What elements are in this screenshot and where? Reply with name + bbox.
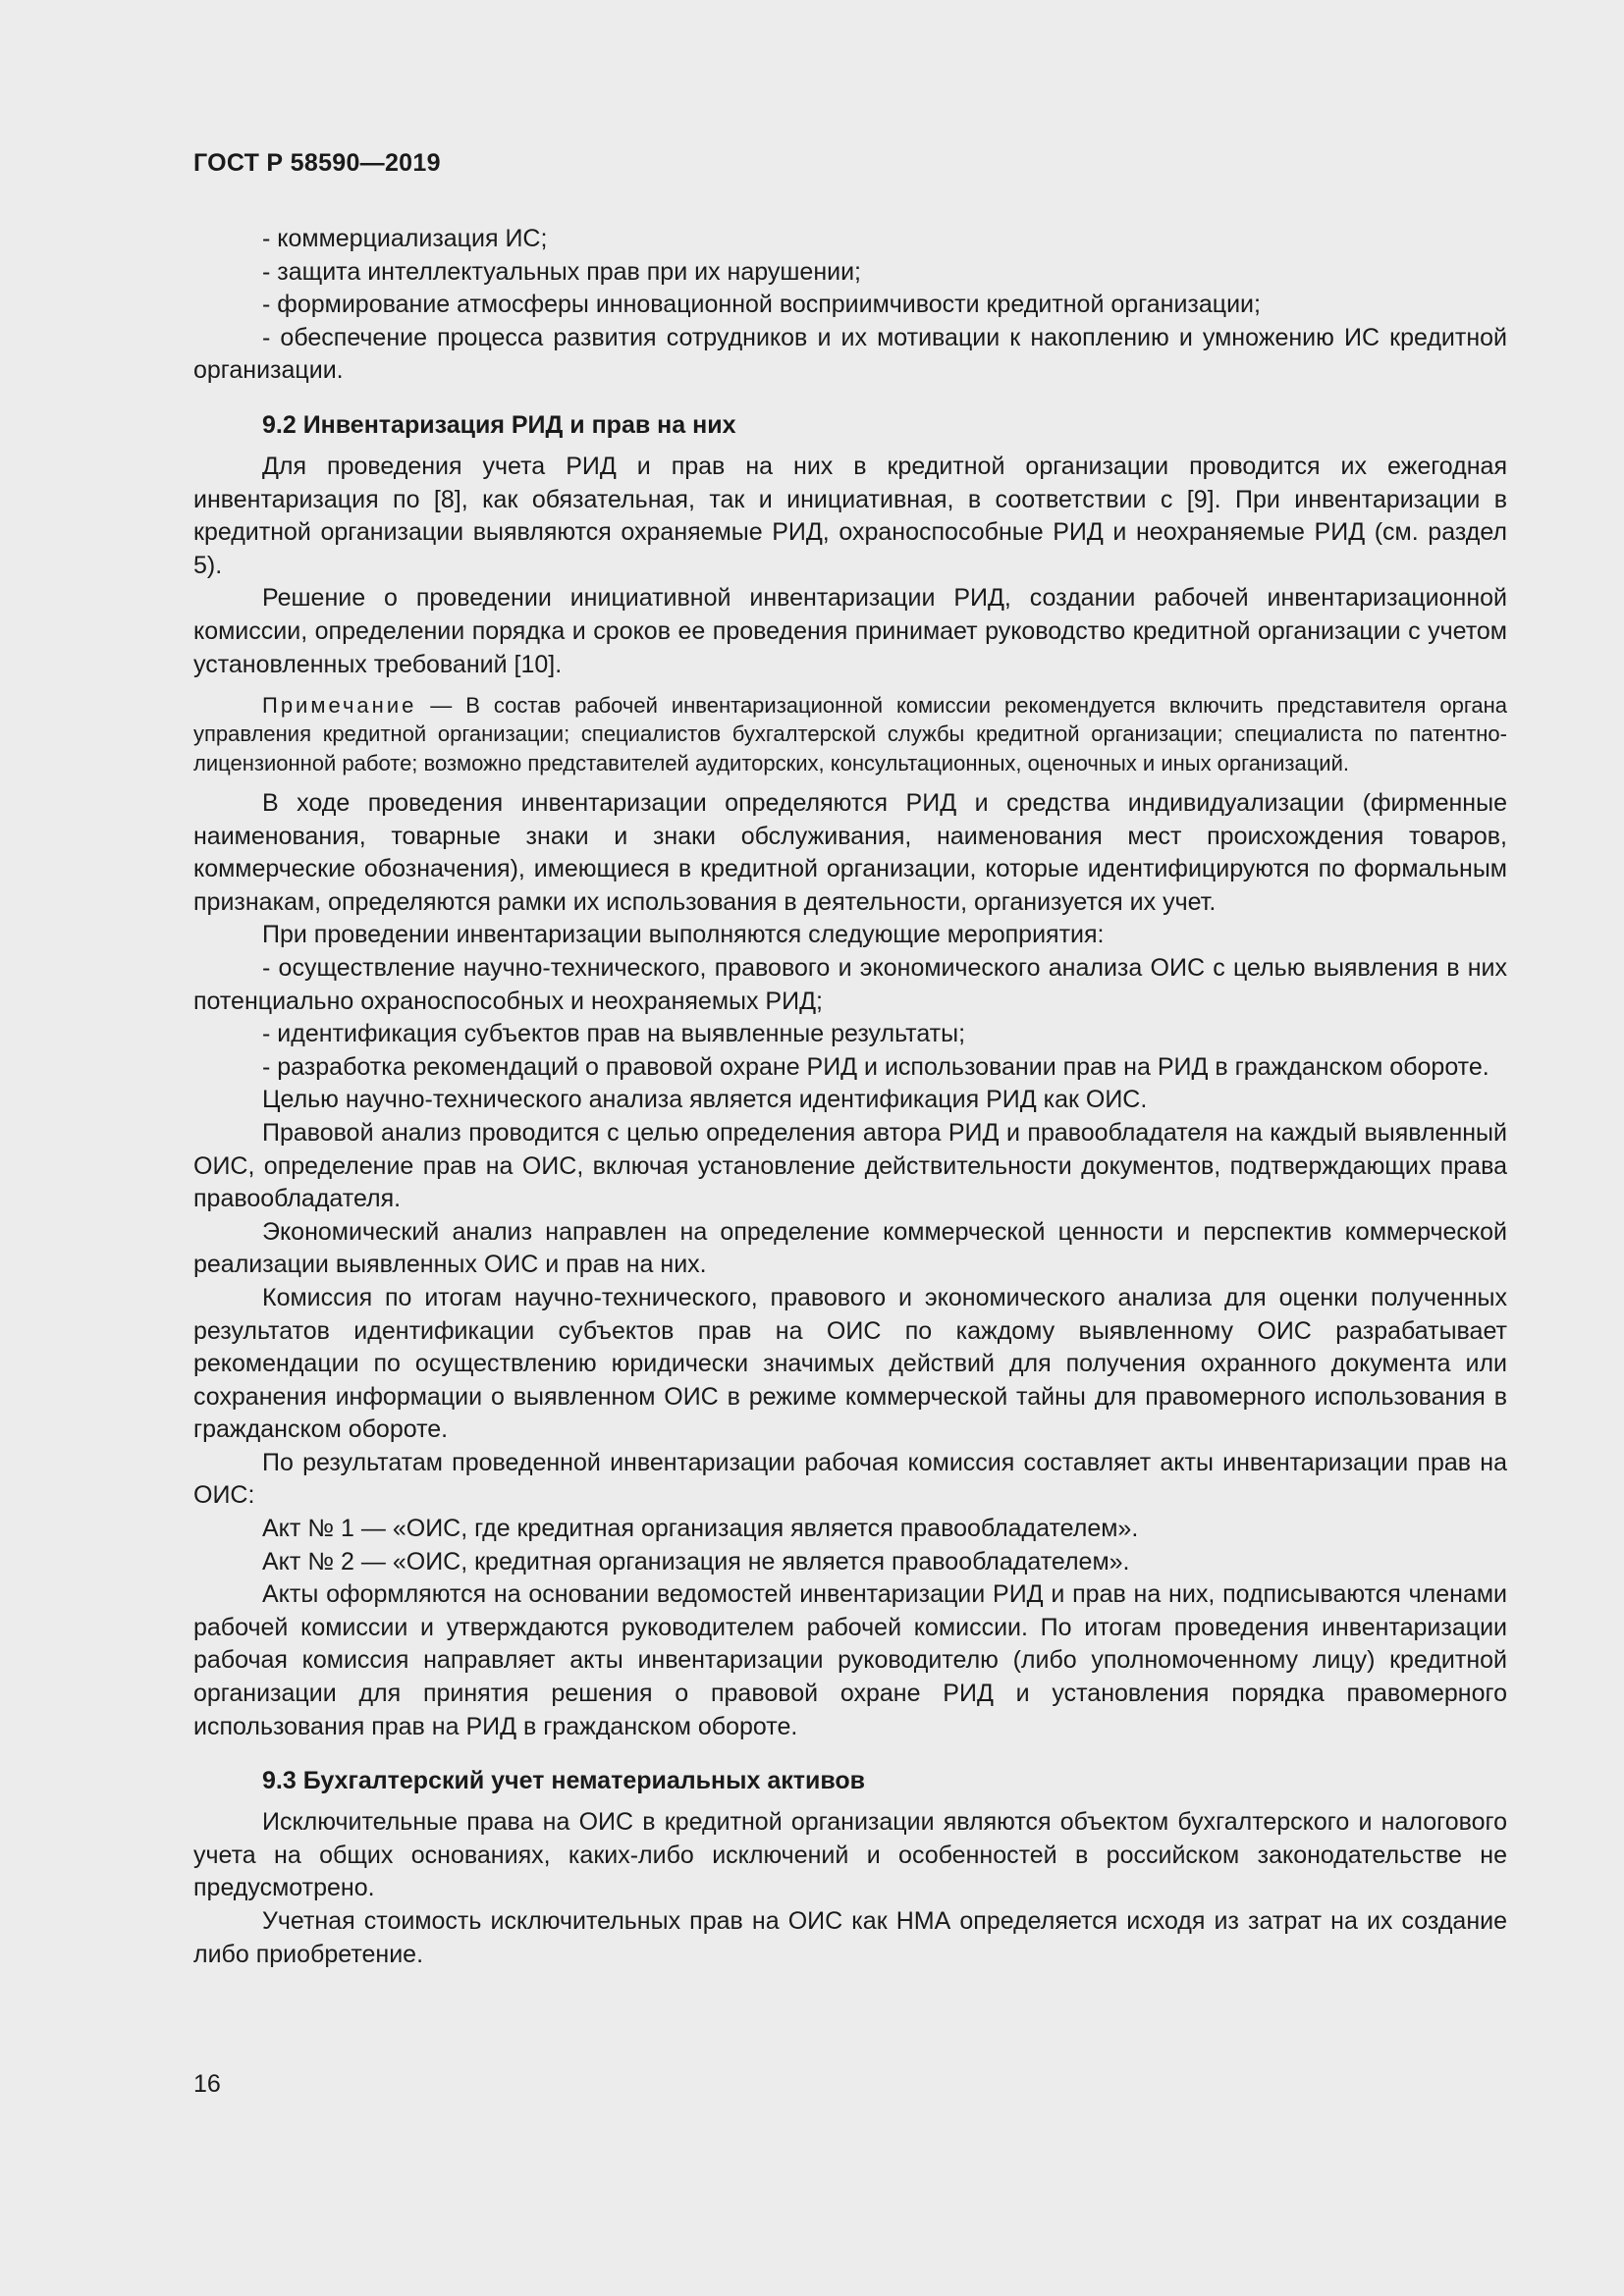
- paragraph: - обеспечение процесса развития сотрудников и их мотивации к накоплению и умножению ИС кредитной организации.: [193, 323, 1507, 385]
- paragraph: - коммерциализация ИС;: [262, 225, 548, 252]
- paragraph: Решение о проведении инициативной инвентаризации РИД, создании рабочей инвентаризационной комиссии, определении порядка и сроков ее проведения принимает руководство кредитной организации с учетом установленных требований [10].: [193, 584, 1507, 678]
- paragraph: Комиссия по итогам научно-технического, правового и экономического анализа для оценки полученных результатов идентификации субъектов прав на ОИС по каждому выявленному ОИС разрабатывает рекомендации по осуществлению юридически значимых действий для получения охранного документа или сохранения информации о выявленном ОИС в режиме коммерческой тайны для правомерного использования в гражданском обороте.: [193, 1283, 1507, 1444]
- note-text: — В состав рабочей инвентаризационной комиссии рекомендуется включить представителя органа управления кредитной организации; специалистов бухгалтерской службы кредитной организации; специалиста по патентно-лицензионной работе; возможно представителей аудиторских, консультационных, оценочных и иных организаций.: [193, 693, 1507, 775]
- paragraph: Для проведения учета РИД и прав на них в кредитной организации проводится их ежегодная инвентаризация по [8], как обязательная, так и инициативная, в соответствии с [9]. При инвентаризации в кредитной организации выявляются охраняемые РИД, охраноспособные РИД и неохраняемые РИД (см. раздел 5).: [193, 452, 1507, 579]
- paragraph: Экономический анализ направлен на определение коммерческой ценности и перспектив коммерческой реализации выявленных ОИС и прав на них.: [193, 1217, 1507, 1279]
- paragraph: - идентификация субъектов прав на выявленные результаты;: [262, 1020, 966, 1048]
- section-heading: 9.2 Инвентаризация РИД и прав на них: [262, 410, 736, 439]
- document-header: ГОСТ Р 58590—2019: [193, 149, 441, 177]
- document-body: [193, 223, 1507, 1971]
- paragraph: Исключительные права на ОИС в кредитной организации являются объектом бухгалтерского и налогового учета на общих основаниях, каких-либо исключений и особенностей в российском законодательстве не предусмотрено.: [193, 1808, 1507, 1902]
- paragraph: В ходе проведения инвентаризации определяются РИД и средства индивидуализации (фирменные наименования, товарные знаки и знаки обслуживания, наименования мест происхождения товаров, коммерческие обозначения), имеющиеся в кредитной организации, которые идентифицируются по формальным признакам, определяются рамки их использования в деятельности, организуется их учет.: [193, 789, 1507, 916]
- paragraph: - осуществление научно-технического, правового и экономического анализа ОИС с целью выявления в них потенциально охраноспособных и неохраняемых РИД;: [193, 953, 1507, 1015]
- paragraph: Акты оформляются на основании ведомостей инвентаризации РИД и прав на них, подписываются членами рабочей комиссии и утверждаются руководителем рабочей комиссии. По итогам проведения инвентаризации рабочая комиссия направляет акты инвентаризации руководителю (либо уполномоченному лицу) кредитной организации для принятия решения о правовой охране РИД и установления порядка правомерного использования прав на РИД в гражданском обороте.: [193, 1580, 1507, 1740]
- paragraph: Акт № 1 — «ОИС, где кредитная организация является правообладателем».: [262, 1515, 1139, 1543]
- page-number: 16: [193, 2070, 221, 2098]
- paragraph: При проведении инвентаризации выполняются следующие мероприятия:: [262, 921, 1105, 949]
- note-paragraph: [193, 691, 1507, 777]
- paragraph: - формирование атмосферы инновационной восприимчивости кредитной организации;: [262, 291, 1261, 319]
- paragraph: По результатам проведенной инвентаризации рабочая комиссия составляет акты инвентаризации прав на ОИС:: [193, 1448, 1507, 1510]
- section-heading: 9.3 Бухгалтерский учет нематериальных активов: [262, 1767, 866, 1795]
- paragraph: - защита интеллектуальных прав при их нарушении;: [262, 257, 861, 286]
- note-label: Примечание: [262, 693, 417, 719]
- paragraph: - разработка рекомендаций о правовой охране РИД и использовании прав на РИД в гражданском обороте.: [262, 1052, 1489, 1081]
- paragraph: Акт № 2 — «ОИС, кредитная организация не является правообладателем».: [262, 1547, 1130, 1575]
- paragraph: Учетная стоимость исключительных прав на ОИС как НМА определяется исходя из затрат на их создание либо приобретение.: [193, 1907, 1507, 1968]
- paragraph: Целью научно-технического анализа является идентификация РИД как ОИС.: [262, 1086, 1148, 1114]
- paragraph: Правовой анализ проводится с целью определения автора РИД и правообладателя на каждый выявленный ОИС, определение прав на ОИС, включая установление действительности документов, подтверждающих права правообладателя.: [193, 1118, 1507, 1213]
